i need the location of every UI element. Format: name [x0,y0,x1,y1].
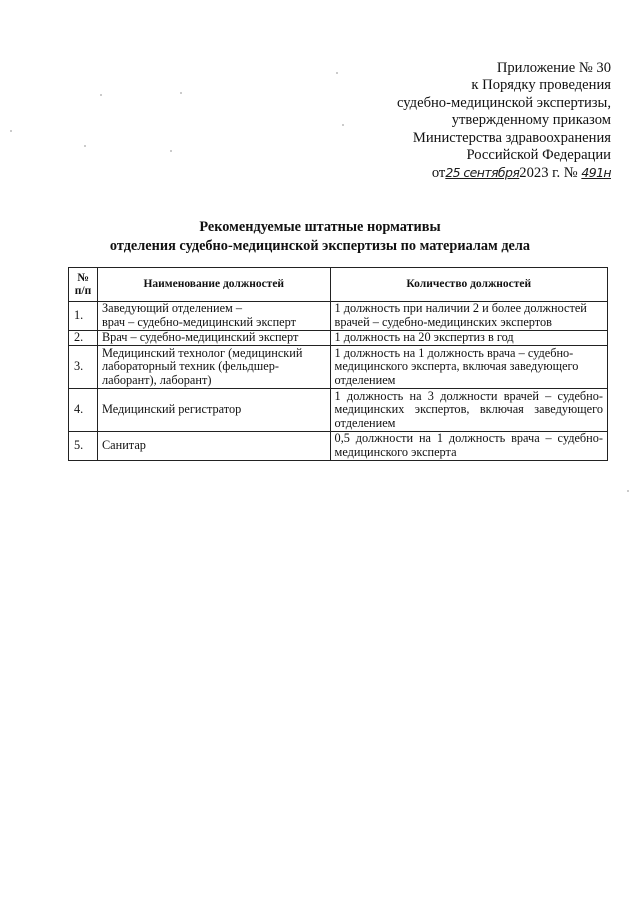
scan-speck [170,150,172,152]
quantity-cell: 1 должность на 1 должность врача – судебно-медицинского эксперта, включая заведующего отделением [330,346,607,389]
position-cell [97,331,330,346]
title-line-2: отделения судебно-медицинской экспертизы по материалам дела [109,238,531,254]
header-number [69,268,98,302]
scan-speck [336,72,338,74]
table-row [69,389,608,432]
header-line-4: утвержденному приказом [451,112,611,129]
order-date-line [397,164,611,182]
scan-speck [342,124,344,126]
row-number: 4. [69,389,98,432]
quantity-cell: 0,5 должности на 1 должность врача – судебно-медицинского эксперта [330,432,607,461]
header-line-5: Министерства здравоохранения [412,129,611,146]
position-cell [97,432,330,461]
position-line: Врач – судебно-медицинский эксперт [101,330,299,345]
header-line-2: к Порядку проведения [471,77,611,94]
position-line: лаборант), лаборант) [101,372,212,387]
position-line: врач – судебно-медицинский эксперт [101,315,296,329]
row-number: 5. [69,432,98,461]
row-number: 2. [69,331,98,346]
header-number-pp: п/п [74,284,92,297]
document-title [0,218,640,256]
position-line: Санитар [101,438,146,453]
scan-speck [627,490,629,492]
position-line: лабораторный техник (фельдшер- [101,359,279,374]
staffing-table [68,267,608,461]
position-cell [97,302,330,331]
header-quantity: Количество должностей [330,268,607,302]
handwritten-date: 25 сентября [445,165,520,181]
header-line-3: судебно-медицинской экспертизы, [397,94,611,111]
quantity-cell: 1 должность на 3 должности врачей – судебно-медицинских экспертов, включая заведующего отделением [330,389,607,432]
quantity-cell: 1 должность на 20 экспертиз в год [330,331,607,346]
header-line-6: Российской Федерации [466,147,611,164]
table-header-row [69,268,608,302]
table-row [69,346,608,389]
position-cell [97,389,330,432]
header-number-sign: № [77,271,89,284]
appendix-number: Приложение № 30 [496,60,611,76]
position-cell [97,346,330,389]
handwritten-order-number: 491н [581,165,611,181]
position-line: Медицинский технолог (медицинский [101,345,303,360]
date-prefix: от [431,165,446,182]
header-position: Наименование должностей [97,268,330,302]
table-row [69,331,608,346]
scan-speck [100,94,102,96]
table-row [69,432,608,461]
title-line-1: Рекомендуемые штатные нормативы [199,219,441,235]
scan-speck [10,130,12,132]
scan-speck [84,145,86,147]
appendix-header [397,60,611,183]
row-number: 1. [69,302,98,331]
position-line: Медицинский регистратор [101,402,242,417]
position-line: Заведующий отделением – [101,301,243,316]
table-row [69,302,608,331]
date-year: 2023 г. № [519,165,578,182]
quantity-cell: 1 должность при наличии 2 и более должностей врачей – судебно-медицинских экспертов [330,302,607,331]
scan-speck [180,92,182,94]
row-number: 3. [69,346,98,389]
